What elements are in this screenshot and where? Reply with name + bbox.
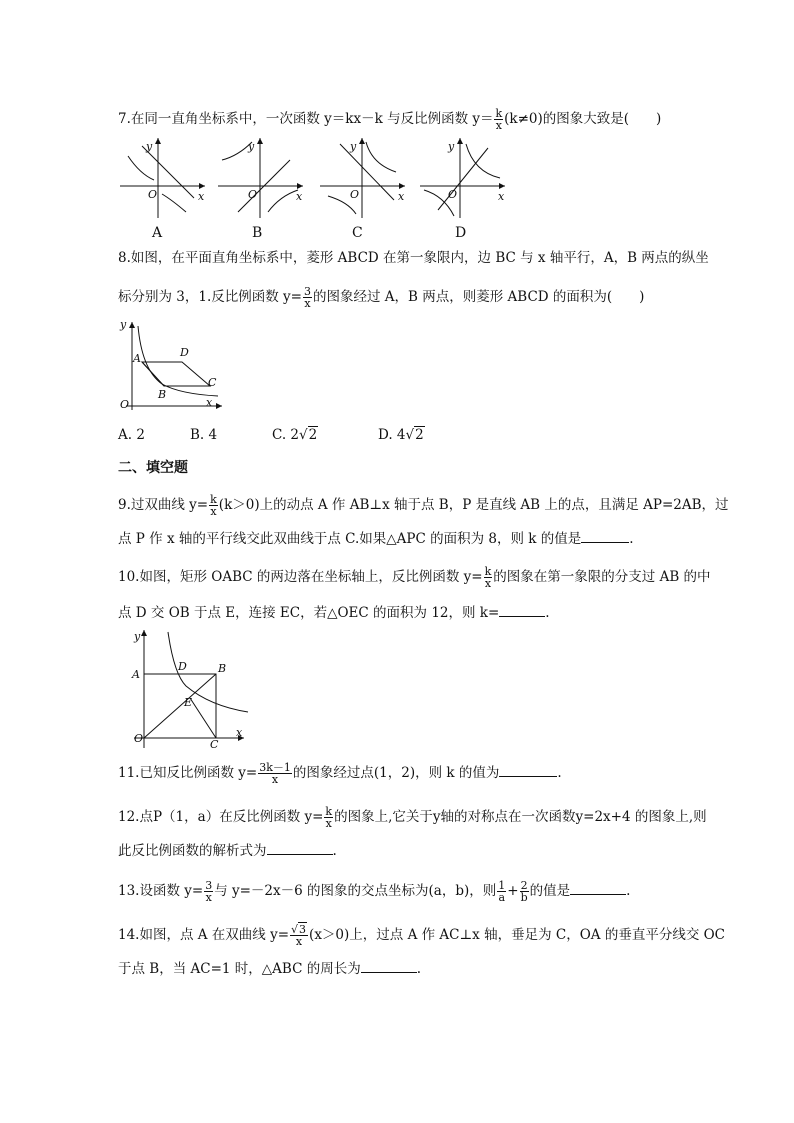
q13-fraction-3-over-x: $\frac{3}{x}$ — [205, 879, 213, 904]
q8-point-a: A — [133, 352, 141, 365]
q11-line: 11.已知反比例函数 y= $\frac{3k-1}{x}$ 的图象经过点(1，2)，则 k 的值为 . — [118, 761, 562, 786]
q10-line2: 点 D 交 OB 于点 E，连接 EC，若△OEC 的面积为 12，则 k= . — [118, 605, 550, 621]
q10-fraction: $\frac{k}{x}$ — [484, 565, 492, 590]
q14-line2: 于点 B，当 AC=1 时，△ABC 的周长为 . — [118, 961, 421, 977]
q13-fraction-2-over-b: $\frac{2}{b}$ — [520, 879, 528, 904]
q11-fraction: $\frac{3k-1}{x}$ — [259, 761, 291, 786]
q7-fraction: $\frac{k}{x}$ — [495, 107, 503, 132]
q7-d-origin-label: O — [448, 188, 458, 201]
q7-a-y-label: y — [146, 140, 153, 153]
q7-graph-d — [420, 138, 510, 218]
q13-line: 13.设函数 y= $\frac{3}{x}$ 与 y=－2x－6 的图象的交点坐标为(a，b)，则 $\frac{1}{a}$ + $\frac{2}{b}$ 的值是 . — [118, 879, 631, 904]
q10-point-e: E — [184, 696, 193, 709]
q7-option-b-label: B — [252, 225, 263, 241]
q8-x-label: x — [206, 396, 213, 409]
q10-line1: 10.如图，矩形 OABC 的两边落在坐标轴上，反比例函数 y= $\frac{k}{x}$ 的图象在第一象限的分支过 AB 的中 — [118, 565, 711, 590]
q8-option-b: B. 4 — [190, 427, 218, 443]
q7-c-origin-label: O — [350, 188, 360, 201]
q7-option-d-label: D — [455, 225, 467, 241]
q7-graph-b — [218, 138, 308, 218]
q10-point-a: A — [132, 668, 140, 681]
q10-figure — [130, 626, 250, 751]
answer-blank[interactable] — [581, 530, 629, 543]
q7-graph-c — [320, 138, 410, 218]
q7-option-c-label: C — [352, 225, 363, 241]
q12-line2: 此反比例函数的解析式为 . — [118, 843, 337, 859]
q12-fraction: $\frac{k}{x}$ — [325, 805, 333, 830]
q7-b-y-label: y — [248, 140, 255, 153]
section-title-fill-blank: 二、填空题 — [118, 460, 188, 476]
q7-a-origin-label: O — [148, 188, 158, 201]
q7-line1: 7.在同一直角坐标系中，一次函数 y＝kx－k 与反比例函数 y＝ $\frac{k}{x}$ (k≠0)的图象大致是( ) — [118, 107, 662, 132]
q10-point-c: C — [210, 738, 219, 751]
q8-point-b: B — [158, 388, 167, 401]
q7-graph-a — [120, 138, 210, 218]
sqrt-symbol: √2 — [299, 427, 318, 443]
q8-point-d: D — [180, 346, 189, 359]
q8-y-label: y — [120, 318, 127, 331]
q7-d-x-label: x — [498, 190, 505, 203]
q9-line2: 点 P 作 x 轴的平行线交此双曲线于点 C.如果△APC 的面积为 8，则 k 的值是 . — [118, 531, 634, 547]
q9-line1: 9.过双曲线 y= $\frac{k}{x}$ (k＞0)上的动点 A 作 AB⊥x 轴于点 B，P 是直线 AB 上的点，且满足 AP=2AB，过 — [118, 493, 729, 518]
answer-blank[interactable] — [570, 882, 626, 895]
q8-option-a: A. 2 — [118, 427, 145, 443]
q8-figure — [118, 318, 228, 410]
q10-x-label: x — [236, 726, 243, 739]
sqrt-symbol: √2 — [405, 427, 424, 443]
q8-origin: O — [120, 398, 130, 411]
q14-line1: 14.如图，点 A 在双曲线 y= $\frac{√3}{x}$ (x＞0)上，过点 A 作 AC⊥x 轴，垂足为 C，OA 的垂直平分线交 OC — [118, 923, 726, 948]
q10-point-b: B — [218, 662, 227, 675]
q10-y-label: y — [134, 630, 141, 643]
q8-point-c: C — [208, 376, 217, 389]
answer-blank[interactable] — [499, 764, 557, 777]
q7-b-origin-label: O — [248, 188, 258, 201]
q7-b-x-label: x — [296, 190, 303, 203]
answer-blank[interactable] — [361, 960, 417, 973]
q8-line1: 8.如图，在平面直角坐标系中，菱形 ABCD 在第一象限内，边 BC 与 x 轴平行，A，B 两点的纵坐 — [118, 250, 709, 266]
q8-fraction: $\frac{3}{x}$ — [304, 285, 311, 310]
answer-blank[interactable] — [499, 604, 545, 617]
q12-line1: 12.点P（1，a）在反比例函数 y= $\frac{k}{x}$ 的图象上,它关于y轴的对称点在一次函数y=2x+4 的图象上,则 — [118, 805, 707, 830]
q8-option-c: C. 2√2 — [272, 427, 318, 443]
q7-a-x-label: x — [198, 190, 205, 203]
answer-blank[interactable] — [267, 842, 333, 855]
q13-fraction-1-over-a: $\frac{1}{a}$ — [498, 879, 506, 904]
q7-option-a-label: A — [152, 225, 163, 241]
q9-fraction: $\frac{k}{x}$ — [210, 493, 217, 518]
q7-c-y-label: y — [350, 140, 357, 153]
sqrt-symbol: √3 — [291, 923, 307, 936]
q8-option-d: D. 4√2 — [378, 427, 424, 443]
q14-fraction: $\frac{√3}{x}$ — [291, 923, 307, 948]
q7-c-x-label: x — [398, 190, 405, 203]
q10-point-d: D — [178, 660, 187, 673]
q7-d-y-label: y — [448, 140, 455, 153]
q10-origin: O — [134, 732, 144, 745]
q8-line2: 标分别为 3，1.反比例函数 y= $\frac{3}{x}$ 的图象经过 A，B 两点，则菱形 ABCD 的面积为( ) — [118, 285, 645, 310]
